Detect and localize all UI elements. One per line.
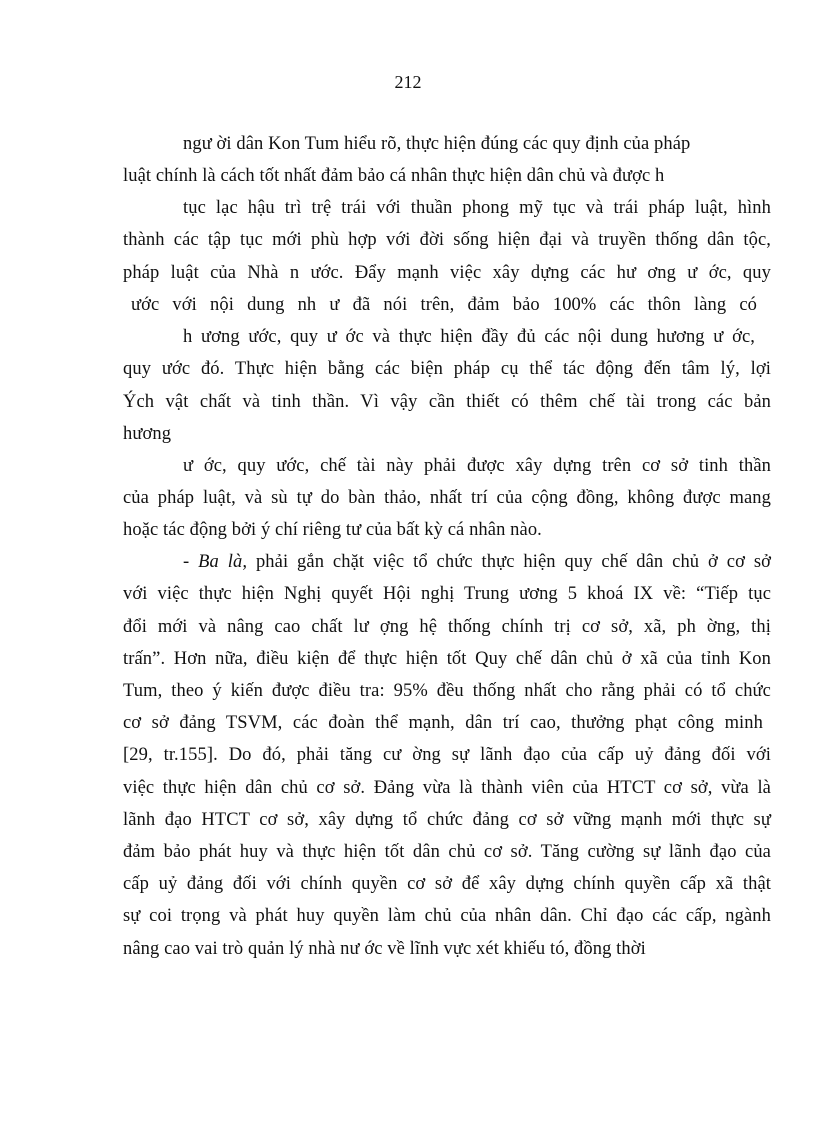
- body-line: ngư ời dân Kon Tum hiểu rõ, thực hiện đúng các quy định của pháp: [183, 134, 691, 154]
- body-line: cơ sở đảng TSVM, các đoàn thể mạnh, dân trí cao, thưởng phạt công minh: [123, 713, 763, 733]
- body-line: của pháp luật, và sù tự do bàn thảo, nhất trí của cộng đồng, không được mang: [123, 488, 771, 508]
- italic-lead: - Ba là,: [183, 552, 248, 572]
- body-line: sự coi trọng và phát huy quyền làm chủ của nhân dân. Chỉ đạo các cấp, ngành: [123, 906, 771, 926]
- body-line: ư ớc, quy ước, chế tài này phải được xây dựng trên cơ sở tinh thần: [183, 456, 771, 476]
- body-line: Tum, theo ý kiến được điều tra: 95% đều thống nhất cho rằng phải có tổ chức: [123, 681, 771, 701]
- body-line: đổi mới và nâng cao chất lư ợng hệ thống chính trị cơ sở, xã, ph ờng, thị: [123, 617, 771, 637]
- body-line: tục lạc hậu trì trệ trái với thuần phong mỹ tục và trái pháp luật, hình: [183, 198, 771, 218]
- body-line: việc thực hiện dân chủ cơ sở. Đảng vừa là thành viên của HTCT cơ sở, vừa là: [123, 778, 771, 798]
- body-line-with-lead: [183, 552, 771, 573]
- body-line: ước với nội dung nh ư đã nói trên, đảm bảo 100% các thôn làng có: [131, 295, 757, 315]
- page-number: 212: [394, 72, 422, 92]
- body-line: hương: [123, 424, 172, 444]
- body-line: luật chính là cách tốt nhất đảm bảo cá nhân thực hiện dân chủ và được h: [123, 166, 665, 186]
- body-line: Ých vật chất và tinh thần. Vì vậy cần thiết có thêm chế tài trong các bản: [123, 392, 771, 412]
- body-line: h ương ước, quy ư ớc và thực hiện đầy đủ các nội dung hương ư ớc,: [183, 327, 755, 347]
- body-line: thành các tập tục mới phù hợp với đời sống hiện đại và truyền thống dân tộc,: [123, 230, 771, 250]
- body-line: cấp uỷ đảng đối với chính quyền cơ sở để xây dựng chính quyền cấp xã thật: [123, 874, 771, 894]
- body-line: nâng cao vai trò quản lý nhà nư ớc về lĩnh vực xét khiếu tó, đồng thời: [123, 939, 646, 959]
- body-line: hoặc tác động bởi ý chí riêng tư của bất kỳ cá nhân nào.: [123, 520, 542, 540]
- body-line: lãnh đạo HTCT cơ sở, xây dựng tổ chức đảng cơ sở vững mạnh mới thực sự: [123, 810, 771, 830]
- body-line: pháp luật của Nhà n ước. Đẩy mạnh việc xây dựng các hư ơng ư ớc, quy: [123, 263, 771, 283]
- body-line: quy ước đó. Thực hiện bằng các biện pháp cụ thể tác động đến tâm lý, lợi: [123, 359, 771, 379]
- body-line: với việc thực hiện Nghị quyết Hội nghị Trung ương 5 khoá IX về: “Tiếp tục: [123, 584, 771, 604]
- body-line: trấn”. Hơn nữa, điều kiện để thực hiện tốt Quy chế dân chủ ở xã của tỉnh Kon: [123, 649, 771, 669]
- body-line: đảm bảo phát huy và thực hiện tốt dân chủ cơ sở. Tăng cường sự lãnh đạo của: [123, 842, 771, 862]
- body-line: [29, tr.155]. Do đó, phải tăng cư ờng sự lãnh đạo của cấp uỷ đảng đối với: [123, 745, 771, 765]
- lead-continuation: phải gắn chặt việc tổ chức thực hiện quy chế dân chủ ở cơ sở: [255, 552, 772, 572]
